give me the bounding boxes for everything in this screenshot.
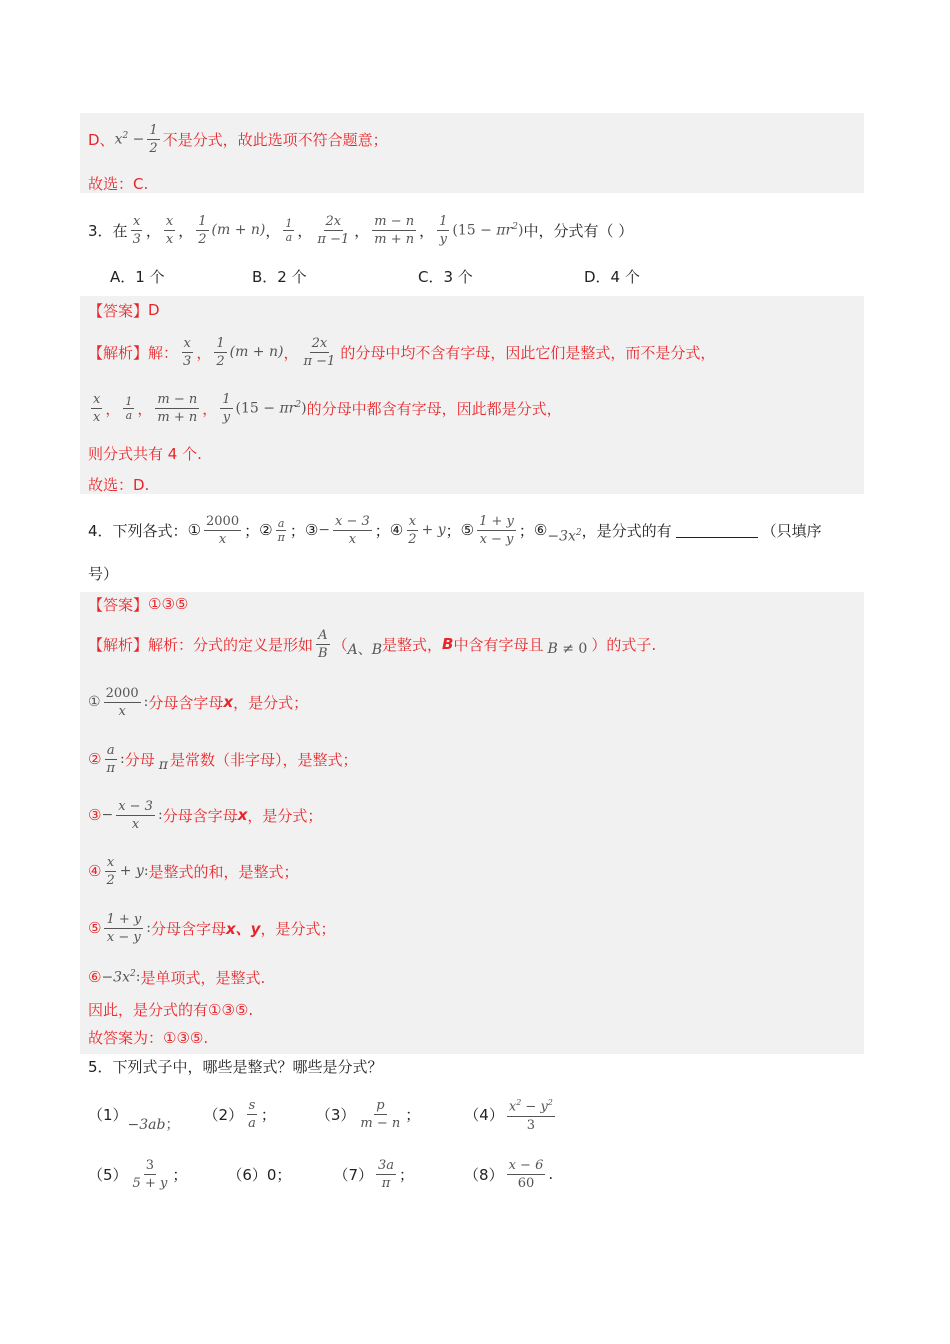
q3-expr-7: $\frac{1}{y}$ — [439, 213, 448, 247]
q4-lead: 下列各式： — [112, 521, 188, 540]
q2-option-d-line — [88, 122, 864, 156]
q4-number: 4． — [88, 521, 113, 540]
q4-item-6: ⑥ $-3x^2$ : 是单项式，是整式. — [88, 968, 266, 987]
q4-answer: 【答案】 ①③⑤ — [88, 595, 189, 614]
q2-choice: 故选：C. — [88, 174, 149, 193]
q3-choice: 故选：D. — [88, 475, 150, 494]
q4-conclusion: 因此，是分式的有①③⑤. — [88, 1000, 254, 1019]
q3-expr-1: $\frac{x}{3}$ — [132, 213, 141, 247]
q5-row-1: （1） −3ab； （2） $\frac{s}{a}$ ； （3） $\frac{p}{m - n}$ ； （4） $\frac{x^2 - y^2}{3}$ — [88, 1092, 864, 1136]
q3-expr-2: $\frac{x}{x}$ — [165, 213, 174, 247]
q3-tail: 中，分式有（ ） — [523, 221, 634, 240]
q3-lead: 在 — [112, 221, 128, 240]
q2-expr: $x^2$ − — [114, 130, 145, 148]
q3-option-a[interactable]: A．1 个 — [110, 267, 165, 286]
q3-option-d[interactable]: D．4 个 — [584, 267, 640, 286]
q2-option-d-text: 不是分式，故此选项不符合题意； — [162, 130, 388, 149]
q2-fraction: $\frac{1}{2}$ — [149, 122, 158, 156]
q3-expr-3: $\frac{1}{2}$ — [198, 213, 207, 247]
q4-stem-cont: 号） — [88, 564, 119, 583]
q3-expr-5: $\frac{2x}{\pi -1}$ — [317, 213, 350, 247]
q3-answer: 【答案】 D — [88, 301, 160, 320]
q4-final: 故答案为：①③⑤. — [88, 1028, 209, 1047]
q4-item-2: ② $\frac{a}{\pi}$ : 分母 π 是常数（非字母），是整式； — [88, 742, 358, 776]
q4-item-5: ⑤ $\frac{1 + y}{x - y}$ : 分母含字母 x、y ，是分式； — [88, 911, 336, 945]
q3-stem: 3． 在 $\frac{x}{3}$ ， $\frac{x}{x}$ ， $\frac{1}{2}$ (m + n) ， $\frac{1}{a}$ ， $\frac{2x}{\pi -1}$ ， $\frac{m - n}{m + n}$ ， $\frac{1}{y}$ $(15 - \pi r^2)$ 中，分式有（ ） — [88, 213, 634, 247]
q5-lead: 下列式子中，哪些是整式？哪些是分式？ — [112, 1057, 383, 1076]
q4-answer-blank[interactable] — [676, 523, 758, 538]
q3-option-b[interactable]: B．2 个 — [252, 267, 307, 286]
q4-stem: 4． 下列各式： ① $\frac{2000}{x}$ ； ② $\frac{a}{\pi}$ ； ③ − $\frac{x - 3}{x}$ ； ④ $\frac{x}{2}$ + y ； ⑤ $\frac{1 + y}{x - y}$ ； ⑥ $-3x^2$ ，是分式的有 （只填序 — [88, 513, 822, 547]
q4-item-4: ④ $\frac{x}{2}$ + y : 是整式的和，是整式； — [88, 854, 299, 888]
q4-analysis-def: 【解析】 解析：分式的定义是形如 $\frac{A}{B}$ （ A、B 是整式， B 中含有字母且 B ≠ 0 ）的式子. — [88, 627, 657, 661]
q5-row-2: （5） $\frac{3}{5 + y}$ ； （6） 0； （7） $\frac{3a}{\pi}$ ； （8） $\frac{x - 6}{60}$ . — [88, 1157, 554, 1191]
q3-analysis-line3: 则分式共有 4 个. — [88, 444, 202, 463]
q4-item-3: ③ − $\frac{x - 3}{x}$ : 分母含字母 x ，是分式； — [88, 798, 323, 832]
q3-expr-6: $\frac{m - n}{m + n}$ — [374, 213, 415, 247]
q3-analysis-line1: 【解析】 解： $\frac{x}{3}$ ， $\frac{1}{2}$ (m + n) ， $\frac{2x}{\pi -1}$ 的分母中均不含有字母，因此它们是整式，而不是分式， — [88, 335, 716, 369]
q3-option-c[interactable]: C．3 个 — [418, 267, 473, 286]
q5-stem — [88, 1056, 864, 1076]
q3-options — [110, 266, 864, 286]
q4-item-1: ① $\frac{2000}{x}$ : 分母含字母 x ，是分式； — [88, 685, 309, 719]
q2-option-d-prefix: D、 — [88, 130, 115, 149]
q3-analysis-line2: $\frac{x}{x}$ ， $\frac{1}{a}$ ， $\frac{m - n}{m + n}$ ， $\frac{1}{y}$ $(15 - \pi r^2)$ 的分母中都含有字母，因此都是分式， — [93, 391, 562, 425]
q5-number: 5． — [88, 1057, 113, 1076]
q3-expr-4: $\frac{1}{a}$ — [285, 216, 293, 244]
q3-number: 3． — [88, 221, 113, 240]
